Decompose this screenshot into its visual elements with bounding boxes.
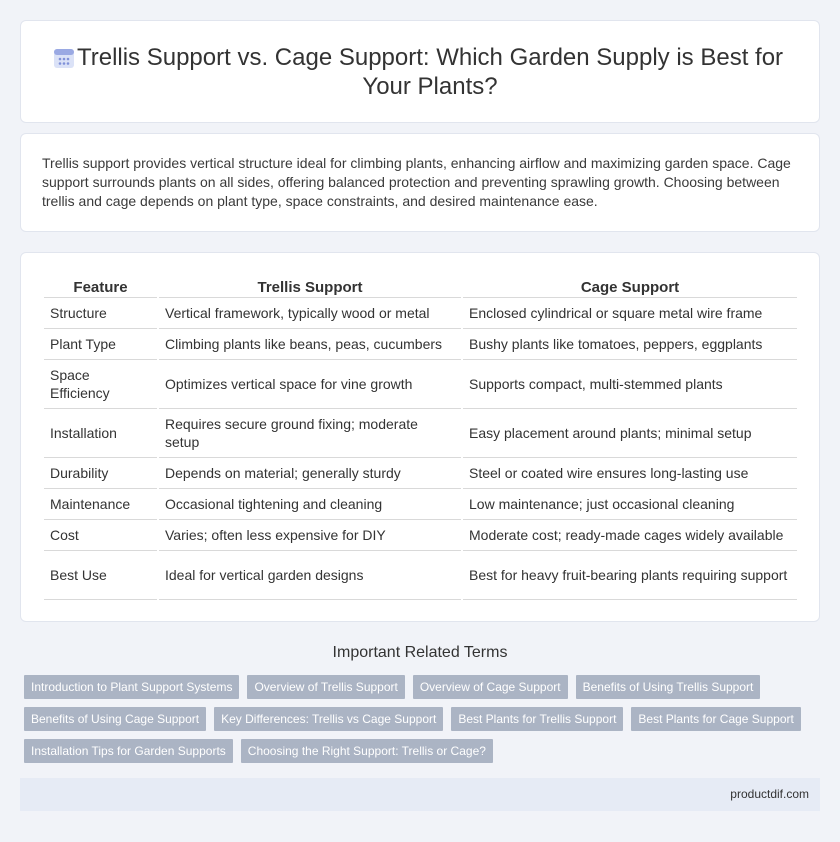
related-terms-list	[24, 675, 804, 771]
trellis-cell: Depends on material; generally sturdy	[159, 458, 461, 489]
feature-cell: Cost	[44, 520, 157, 551]
trellis-cell: Climbing plants like beans, peas, cucumbers	[159, 329, 461, 360]
related-term-tag[interactable]: Introduction to Plant Support Systems	[24, 675, 239, 699]
header-feature: Feature	[44, 276, 157, 298]
page-title: Trellis Support vs. Cage Support: Which Garden Supply is Best for Your Plants?	[76, 43, 784, 100]
cage-cell: Enclosed cylindrical or square metal wire frame	[463, 298, 797, 329]
cage-cell: Steel or coated wire ensures long-lasting use	[463, 458, 797, 489]
table-row	[44, 489, 797, 520]
related-terms-heading: Important Related Terms	[332, 644, 508, 661]
related-term-tag[interactable]: Key Differences: Trellis vs Cage Support	[214, 707, 443, 731]
cage-cell: Bushy plants like tomatoes, peppers, eggplants	[463, 329, 797, 360]
trellis-cell: Vertical framework, typically wood or metal	[159, 298, 461, 329]
table-row	[44, 458, 797, 489]
comparison-table	[42, 276, 799, 600]
header-cage: Cage Support	[463, 276, 797, 298]
trellis-cell: Ideal for vertical garden designs	[159, 551, 461, 600]
feature-cell: Plant Type	[44, 329, 157, 360]
related-term-tag[interactable]: Choosing the Right Support: Trellis or Cage?	[241, 739, 493, 763]
related-term-tag[interactable]: Overview of Trellis Support	[247, 675, 404, 699]
cage-cell: Supports compact, multi-stemmed plants	[463, 360, 797, 409]
feature-cell: Best Use	[44, 551, 157, 600]
related-term-tag[interactable]: Benefits of Using Trellis Support	[576, 675, 761, 699]
table-row	[44, 329, 797, 360]
table-row	[44, 551, 797, 600]
title-card	[20, 20, 820, 123]
feature-cell: Maintenance	[44, 489, 157, 520]
table-row	[44, 520, 797, 551]
related-term-tag[interactable]: Overview of Cage Support	[413, 675, 568, 699]
feature-cell: Installation	[44, 409, 157, 458]
intro-card	[20, 133, 820, 232]
cage-cell: Easy placement around plants; minimal setup	[463, 409, 797, 458]
intro-paragraph: Trellis support provides vertical structure ideal for climbing plants, enhancing airflow and maximizing garden space. Cage support surrounds plants on all sides, offering balanced protection and preventing sprawling growth. Choosing between trellis and cage depends on plant type, space constraints, and desired maintenance ease.	[42, 155, 791, 209]
feature-cell: Space Efficiency	[44, 360, 157, 409]
table-row	[44, 298, 797, 329]
feature-cell: Durability	[44, 458, 157, 489]
feature-cell: Structure	[44, 298, 157, 329]
related-term-tag[interactable]: Best Plants for Trellis Support	[451, 707, 623, 731]
header-trellis: Trellis Support	[159, 276, 461, 298]
trellis-cell: Optimizes vertical space for vine growth	[159, 360, 461, 409]
footer	[20, 778, 820, 811]
table-row	[44, 409, 797, 458]
trellis-cell: Requires secure ground fixing; moderate setup	[159, 409, 461, 458]
cage-cell: Best for heavy fruit-bearing plants requiring support	[463, 551, 797, 600]
table-header-row	[44, 276, 797, 298]
trellis-cell: Occasional tightening and cleaning	[159, 489, 461, 520]
trellis-cell: Varies; often less expensive for DIY	[159, 520, 461, 551]
cage-cell: Moderate cost; ready-made cages widely available	[463, 520, 797, 551]
related-term-tag[interactable]: Benefits of Using Cage Support	[24, 707, 206, 731]
comparison-card	[20, 252, 820, 622]
related-term-tag[interactable]: Best Plants for Cage Support	[631, 707, 800, 731]
related-term-tag[interactable]: Installation Tips for Garden Supports	[24, 739, 233, 763]
cage-cell: Low maintenance; just occasional cleaning	[463, 489, 797, 520]
footer-site-link[interactable]: productdif.com	[730, 787, 809, 801]
table-row	[44, 360, 797, 409]
